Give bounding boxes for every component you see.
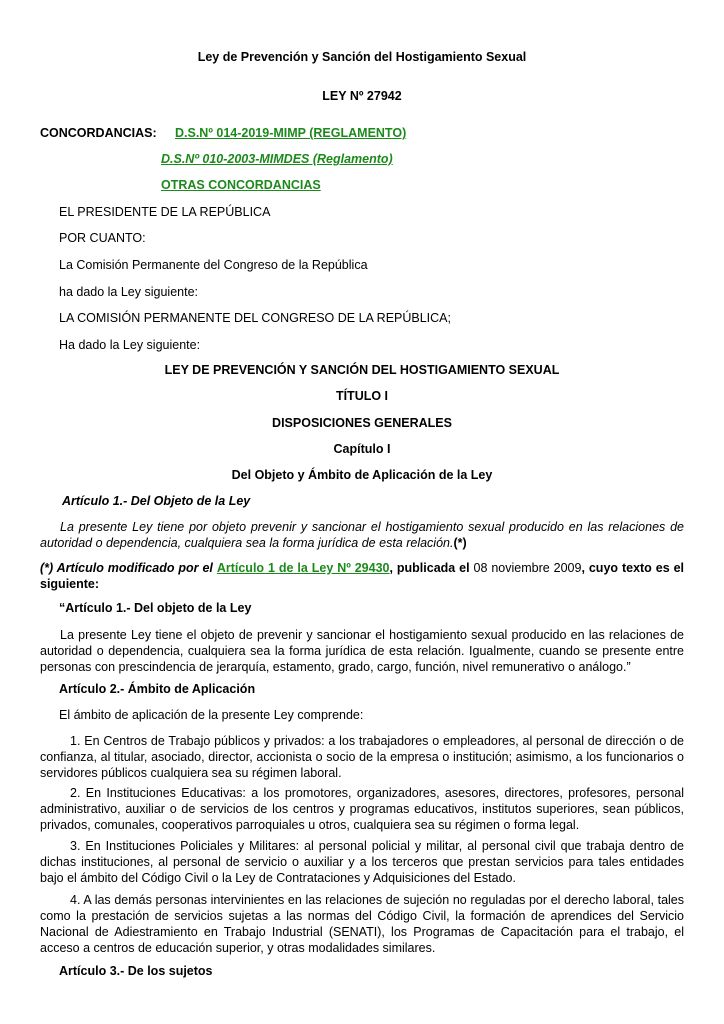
law-number: LEY Nº 27942 — [322, 89, 402, 103]
modification-note-date: 08 noviembre 2009 — [473, 561, 582, 575]
preamble-line: Ha dado la Ley siguiente: — [59, 338, 201, 352]
article-1-heading: Artículo 1.- Del Objeto de la Ley — [62, 494, 251, 508]
article-1-original-body: La presente Ley tiene por objeto prevenir y sancionar el hostigamiento sexual producido en las relaciones de autoridad o dependencia, cualquiera sea la forma jurídica de esta relación. — [40, 520, 684, 550]
article-2-item: 2. En Instituciones Educativas: a los promotores, organizadores, asesores, directores, profesores, personal administrativo, auxiliar o de servicios de los centros y programas educativos, institutos superiores, sean públicos, privados, comunales, cooperativos parroquiales u otros, cualquiera sea su régimen o forma legal. — [40, 786, 684, 832]
capitulo-heading: Capítulo I — [333, 442, 391, 456]
article-2-intro: El ámbito de aplicación de la presente Ley comprende: — [59, 708, 364, 722]
preamble-line: POR CUANTO: — [59, 231, 146, 245]
preamble-line: ha dado la Ley siguiente: — [59, 285, 198, 299]
article-3-heading: Artículo 3.- De los sujetos — [59, 964, 213, 978]
disposiciones-heading: DISPOSICIONES GENERALES — [272, 416, 452, 430]
modification-note-suffix: , cuyo texto es el siguiente: — [40, 561, 685, 591]
concordancias-label: CONCORDANCIAS: — [40, 126, 157, 140]
modification-note-mid: , publicada el — [389, 561, 474, 575]
concordancia-link-reglamento-2003[interactable]: D.S.Nº 010-2003-MIMDES (Reglamento) — [161, 152, 393, 166]
document-title: Ley de Prevención y Sanción del Hostigamiento Sexual — [197, 50, 527, 64]
article-2-item: 3. En Instituciones Policiales y Militares: al personal policial y militar, al personal civil que trabaja dentro de dichas instituciones, al personal de servicio o auxiliar y a los terceros que prestan servicios para tales entidades bajo el ámbito del Código Civil o la Ley de Contrataciones y Adquisiciones del Estado. — [40, 839, 684, 885]
preamble-line: La Comisión Permanente del Congreso de la República — [59, 258, 368, 272]
article-2-heading: Artículo 2.- Ámbito de Aplicación — [59, 682, 256, 696]
capitulo-title: Del Objeto y Ámbito de Aplicación de la Ley — [231, 468, 493, 482]
modification-note — [40, 560, 684, 592]
concordancia-link-reglamento-2019[interactable]: D.S.Nº 014-2019-MIMP (REGLAMENTO) — [175, 126, 407, 140]
article-2-item: 1. En Centros de Trabajo públicos y privados: a los trabajadores o empleadores, al personal de dirección o de confianza, al titular, asociado, director, accionista o socio de la empresa o institución; asimismo, a los funcionarios o servidores públicos cualquiera sea su régimen laboral. — [40, 734, 684, 780]
article-1-original-text — [40, 519, 684, 551]
article-1-new-heading: “Artículo 1.- Del objeto de la Ley — [59, 601, 252, 615]
article-1-new-text: La presente Ley tiene el objeto de prevenir y sancionar el hostigamiento sexual producido en las relaciones de autoridad o dependencia, cualquiera sea la forma jurídica de esta relación. Igualmente, cuando se presente entre personas con prescindencia de jerarquía, estamento, grado, cargo, función, nivel remunerativo o análogo.” — [40, 628, 684, 674]
otras-concordancias-link[interactable]: OTRAS CONCORDANCIAS — [161, 178, 321, 192]
preamble-line: LA COMISIÓN PERMANENTE DEL CONGRESO DE LA REPÚBLICA; — [59, 311, 451, 325]
modification-mark: (*) — [453, 536, 467, 550]
article-2-item: 4. A las demás personas intervinientes en las relaciones de sujeción no reguladas por el derecho laboral, tales como la prestación de servicios sujetas a las normas del Código Civil, la formación de aprendices del Servicio Nacional de Adiestramiento en Trabajo Industrial (SENATI), los Programas de Capacitación para el trabajo, el acceso a centros de educación superior, y otras modalidades similares. — [40, 893, 684, 955]
modification-note-prefix: (*) Artículo modificado por el — [40, 561, 217, 575]
law-title: LEY DE PREVENCIÓN Y SANCIÓN DEL HOSTIGAMIENTO SEXUAL — [164, 363, 560, 377]
titulo-heading: TÍTULO I — [335, 389, 389, 403]
preamble-line: EL PRESIDENTE DE LA REPÚBLICA — [59, 205, 271, 219]
ley-29430-link[interactable]: Artículo 1 de la Ley Nº 29430 — [216, 561, 390, 575]
